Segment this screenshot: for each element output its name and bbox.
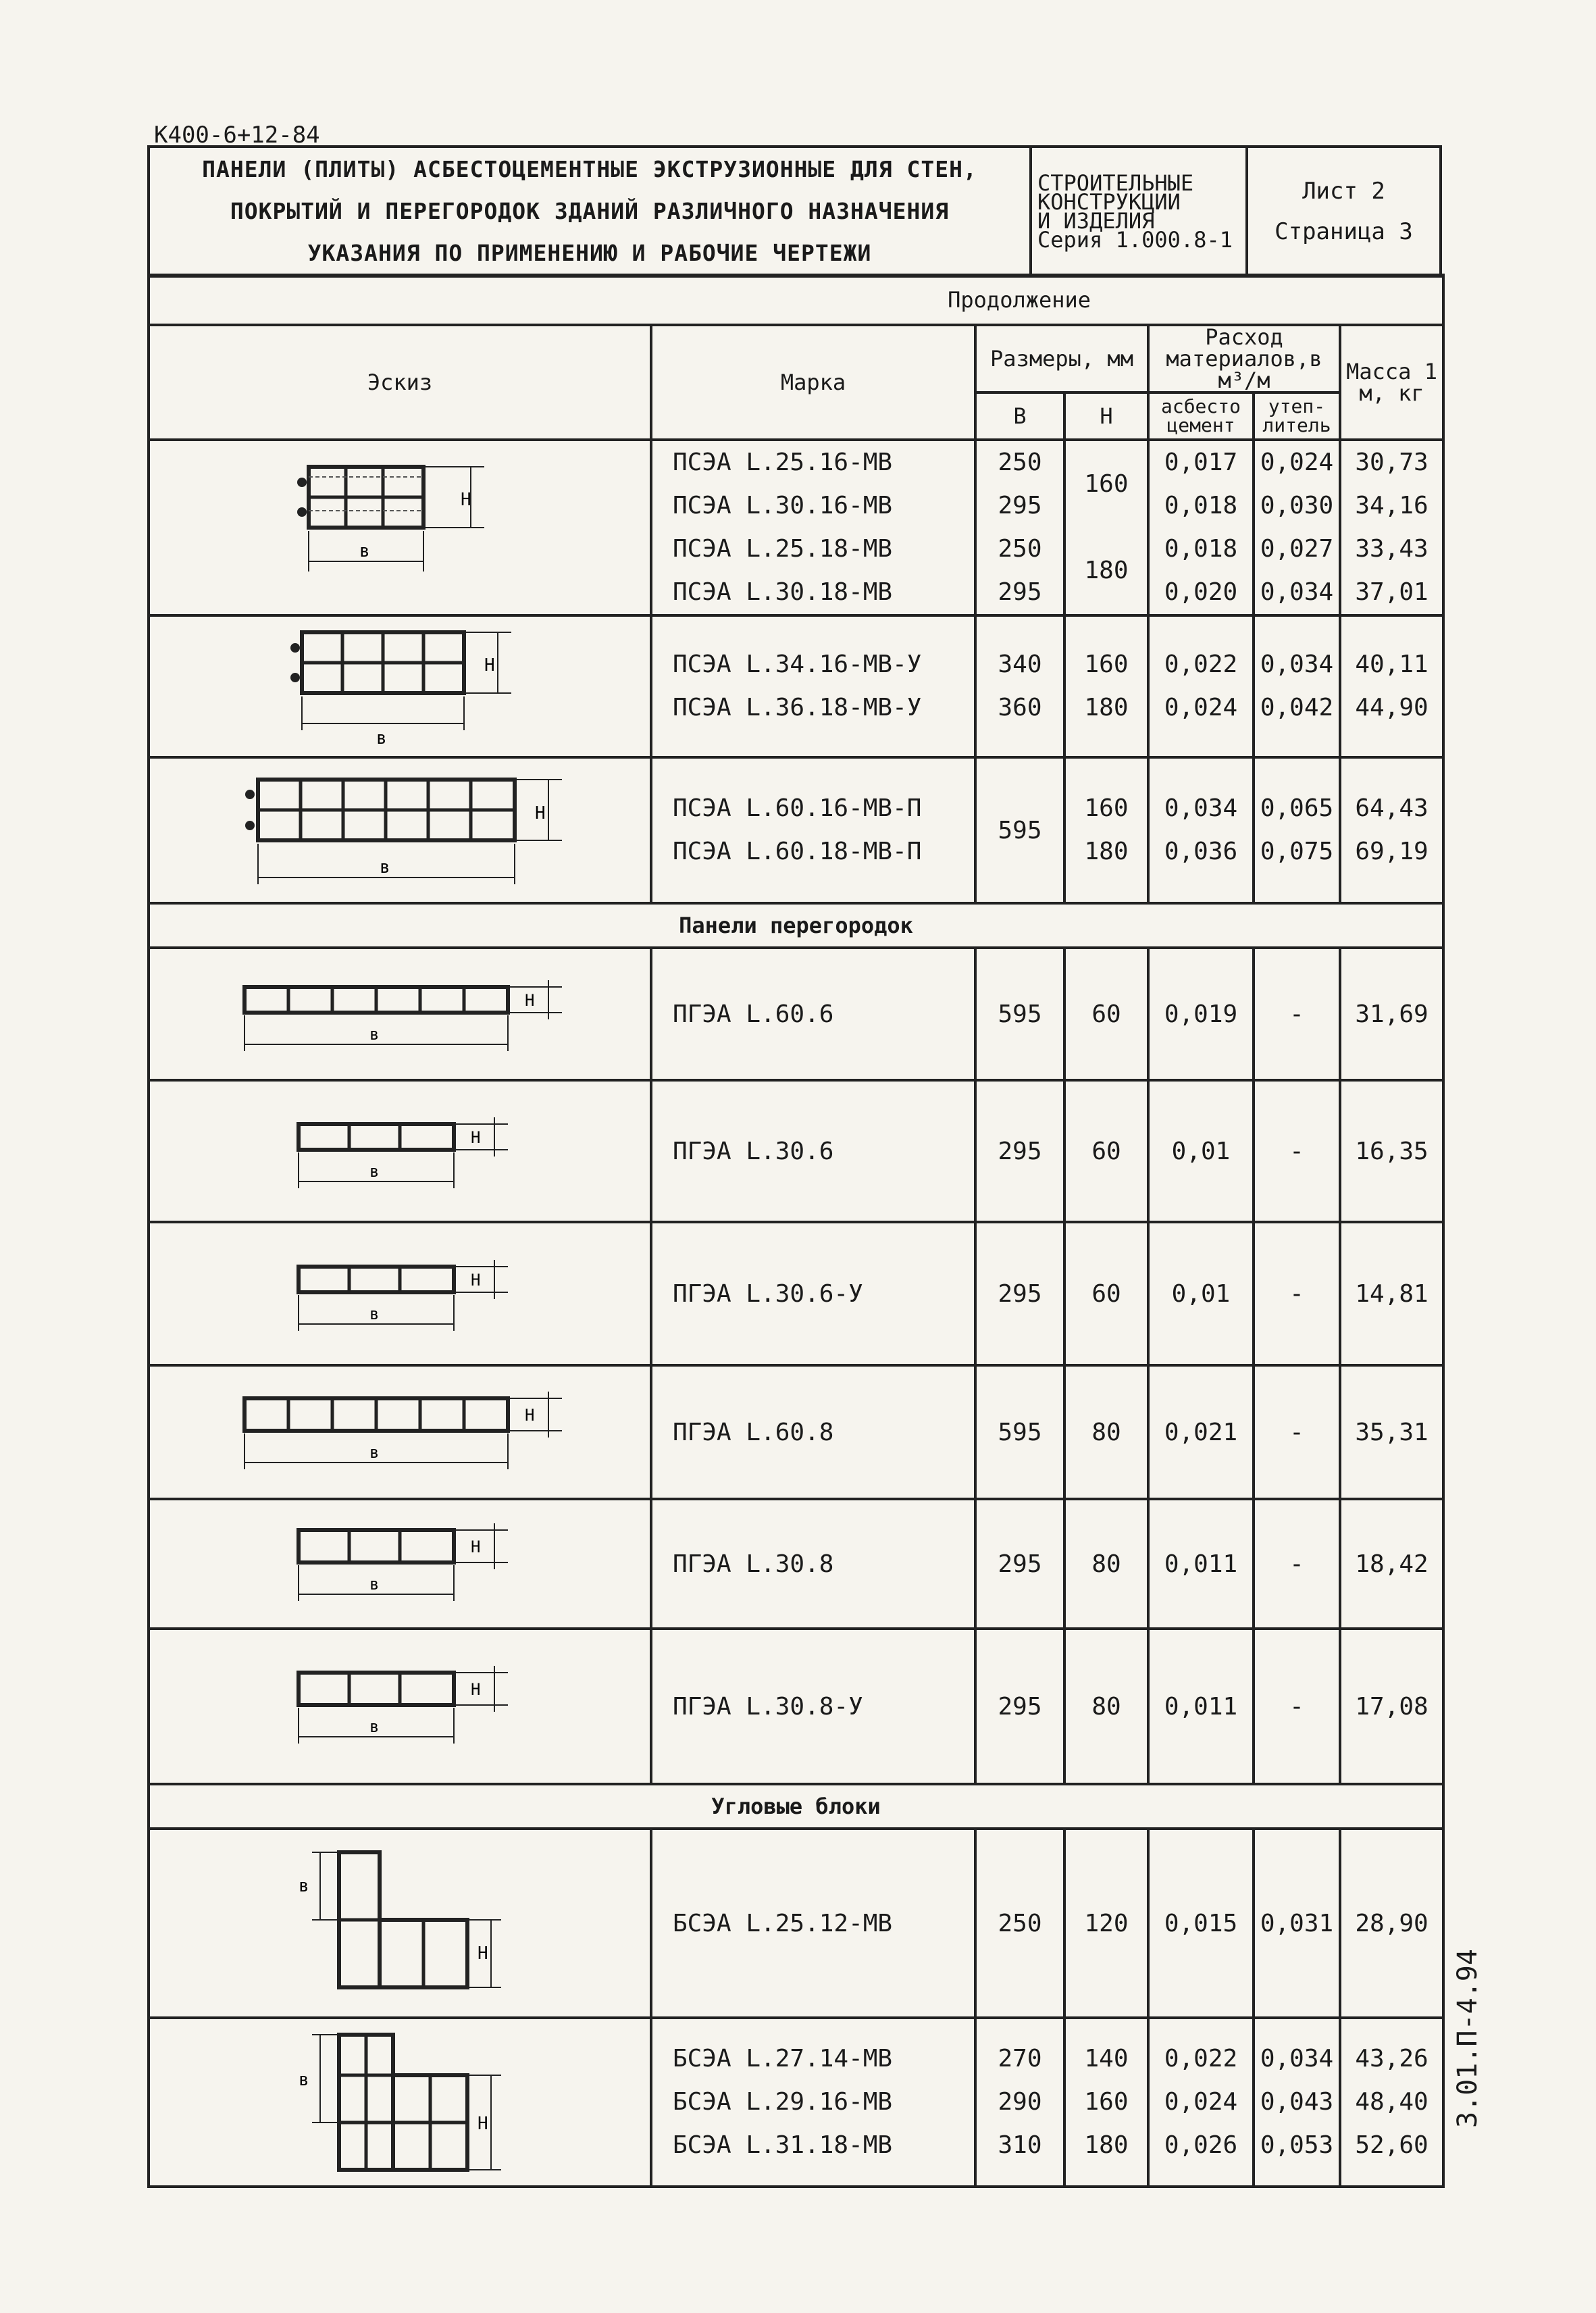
svg-text:Н: Н bbox=[484, 655, 495, 676]
svg-text:в: в bbox=[369, 1443, 380, 1462]
svg-text:в: в bbox=[376, 728, 387, 748]
mark-label: ПГЭА L.60.6 bbox=[651, 948, 975, 1080]
mark-label: ПСЭА L.34.16-МВ-У bbox=[673, 651, 922, 678]
col-header-insulation: утеп- литель bbox=[1254, 392, 1340, 440]
products-table bbox=[147, 274, 1445, 2188]
svg-text:Н: Н bbox=[461, 490, 471, 510]
mark-label: ПГЭА L.30.6-У bbox=[651, 1222, 975, 1365]
mark-label: ПСЭА L.60.16-МВ-П bbox=[673, 794, 922, 822]
svg-text:Н: Н bbox=[478, 2114, 488, 2134]
title-block bbox=[147, 145, 1442, 278]
mark-label: ПГЭА L.30.8-У bbox=[651, 1629, 975, 1784]
mark-label: БСЭА L.31.18-МВ bbox=[673, 2131, 893, 2159]
side-document-code: 3.01.П-4.94 bbox=[1452, 1949, 1483, 2128]
col-header-dims: Размеры, мм bbox=[975, 325, 1148, 392]
svg-text:Н: Н bbox=[525, 991, 535, 1010]
partition-panel-sketch bbox=[149, 1080, 651, 1222]
col-header-asbest: асбесто цемент bbox=[1148, 392, 1254, 440]
col-header-mass: Масса 1 м, кг bbox=[1340, 325, 1443, 440]
mark-label: ПСЭА L.30.16-МВ bbox=[673, 492, 893, 519]
wall-panel-sketch bbox=[149, 757, 651, 903]
svg-text:в: в bbox=[369, 1304, 380, 1323]
table-row: Н в ПГЭА L.30.8-У 295 80 0,011 - 17,08 bbox=[149, 1629, 1443, 1784]
wall-panel-sketch bbox=[149, 440, 651, 615]
svg-text:в: в bbox=[369, 1575, 380, 1594]
partition-panel-sketch bbox=[149, 1629, 651, 1784]
mark-label: ПГЭА L.30.8 bbox=[651, 1499, 975, 1629]
mark-label: ПСЭА L.25.18-МВ bbox=[673, 535, 893, 563]
svg-text:в: в bbox=[359, 541, 370, 561]
mark-label: БСЭА L.27.14-МВ bbox=[673, 2045, 893, 2073]
sheet-info: Лист 2 Страница 3 bbox=[1247, 147, 1441, 276]
section-title-partitions: Панели перегородок bbox=[149, 903, 1443, 948]
svg-text:в: в bbox=[380, 857, 390, 878]
table-row: Н в ПГЭА L.30.8 295 80 0,011 - 18,42 bbox=[149, 1499, 1443, 1629]
col-header-mark: Марка bbox=[651, 325, 975, 440]
col-header-consumption: Расход материалов,в м³/м bbox=[1148, 325, 1340, 392]
svg-text:в: в bbox=[369, 1717, 380, 1736]
col-header-b: В bbox=[975, 392, 1064, 440]
table-row: Н в ПГЭА L.30.6 295 60 0,01 - 16,35 bbox=[149, 1080, 1443, 1222]
table-row: Н в БСЭА L.25.12-МВ 250 120 0,015 0,031 28,90 bbox=[149, 1829, 1443, 2018]
partition-panel-sketch bbox=[149, 948, 651, 1080]
mark-label: БСЭА L.29.16-МВ bbox=[673, 2088, 893, 2116]
corner-block-sketch bbox=[149, 1829, 651, 2018]
mark-label: ПСЭА L.30.18-МВ bbox=[673, 578, 893, 606]
mark-label: БСЭА L.25.12-МВ bbox=[651, 1829, 975, 2018]
partition-panel-sketch bbox=[149, 1222, 651, 1365]
mark-label: ПСЭА L.25.16-МВ bbox=[673, 449, 893, 476]
continuation-label: Продолжение bbox=[149, 275, 1443, 325]
table-row: Н в ПСЭА L.25.16-МВ ПСЭА L.30.16-МВ ПСЭА L.25.18-МВ ПСЭА L.30.18-МВ 250 295 250 295 160 180 0,017 0,018 0,018 0,020 0,024 0,030 0,027 0,034 30,73 34,16 33,43 37,01 bbox=[149, 440, 1443, 615]
svg-text:в: в bbox=[369, 1162, 380, 1181]
document-code: К400-6+12-84 bbox=[154, 122, 320, 149]
table-row: Н в БСЭА L.27.14-МВ БСЭА L.29.16-МВ БСЭА L.31.18-МВ 270 290 310 140 160 180 0,022 0,024 0,026 0,034 0,043 0,053 43,26 48,40 52,60 bbox=[149, 2018, 1443, 2187]
col-header-sketch: Эскиз bbox=[149, 325, 651, 440]
table-row: Н в ПСЭА L.60.16-МВ-П ПСЭА L.60.18-МВ-П 595 160 180 0,034 0,036 0,065 0,075 64,43 69,19 bbox=[149, 757, 1443, 903]
mark-label: ПСЭА L.60.18-МВ-П bbox=[673, 838, 922, 865]
table-row: Н в ПГЭА L.30.6-У 295 60 0,01 - 14,81 bbox=[149, 1222, 1443, 1365]
mark-label: ПСЭА L.36.18-МВ-У bbox=[673, 694, 922, 721]
table-row: Н в ПГЭА L.60.8 595 80 0,021 - 35,31 bbox=[149, 1365, 1443, 1499]
svg-text:Н: Н bbox=[525, 1406, 535, 1425]
svg-text:в: в bbox=[369, 1025, 380, 1044]
wall-panel-sketch bbox=[149, 615, 651, 757]
svg-text:Н: Н bbox=[535, 803, 546, 823]
table-row: Н в ПСЭА L.34.16-МВ-У ПСЭА L.36.18-МВ-У 340 360 160 180 0,022 0,024 0,034 0,042 40,11 44,90 bbox=[149, 615, 1443, 757]
svg-text:Н: Н bbox=[471, 1680, 481, 1699]
svg-text:Н: Н bbox=[471, 1128, 481, 1147]
section-title-corners: Угловые блоки bbox=[149, 1784, 1443, 1829]
partition-panel-sketch bbox=[149, 1499, 651, 1629]
document-title: ПАНЕЛИ (ПЛИТЫ) АСБЕСТОЦЕМЕНТНЫЕ ЭКСТРУЗИОННЫЕ ДЛЯ СТЕН, ПОКРЫТИЙ И ПЕРЕГОРОДОК ЗДАНИЙ РАЗЛИЧНОГО НАЗНАЧЕНИЯ УКАЗАНИЯ ПО ПРИМЕНЕНИЮ И РАБОЧИЕ ЧЕРТЕЖИ bbox=[149, 147, 1031, 276]
corner-block-sketch bbox=[149, 2018, 651, 2187]
col-header-h: Н bbox=[1064, 392, 1148, 440]
svg-text:Н: Н bbox=[478, 1943, 488, 1964]
table-row: Н в ПГЭА L.60.6 595 60 0,019 - 31,69 bbox=[149, 948, 1443, 1080]
svg-text:Н: Н bbox=[471, 1271, 481, 1290]
svg-text:в: в bbox=[299, 1876, 309, 1896]
series-info: СТРОИТЕЛЬНЫЕ КОНСТРУКЦИИ И ИЗДЕЛИЯ Серия 1.000.8-1 bbox=[1031, 147, 1247, 276]
mark-label: ПГЭА L.60.8 bbox=[651, 1365, 975, 1499]
mark-label: ПГЭА L.30.6 bbox=[651, 1080, 975, 1222]
partition-panel-sketch bbox=[149, 1365, 651, 1499]
svg-text:в: в bbox=[299, 2070, 309, 2090]
svg-text:Н: Н bbox=[471, 1537, 481, 1556]
